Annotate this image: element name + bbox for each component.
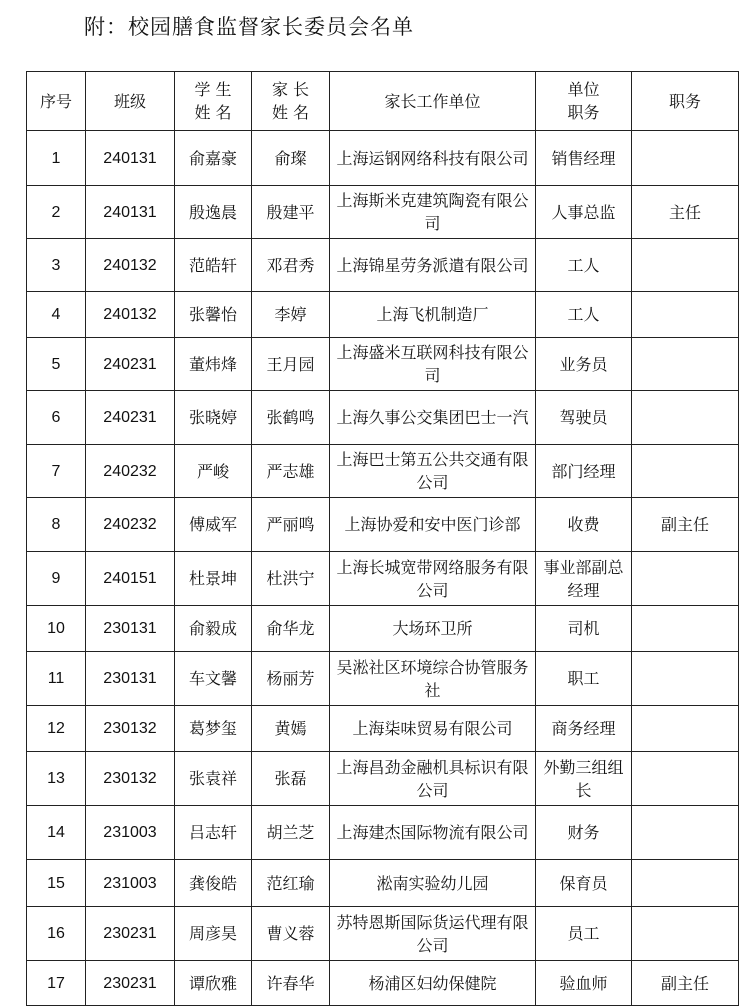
- cell-seq: 3: [27, 239, 86, 292]
- table-row: [27, 292, 739, 338]
- cell-parent-name: 杜洪宁: [252, 552, 330, 606]
- cell-unit-position: 外勤三组组长: [536, 752, 632, 806]
- cell-student-name: 殷逸晨: [175, 186, 252, 239]
- cell-seq: 15: [27, 860, 86, 907]
- cell-employer: 上海飞机制造厂: [330, 292, 536, 338]
- cell-student-name: 杜景坤: [175, 552, 252, 606]
- table-row: [27, 498, 739, 552]
- cell-student-name: 张袁祥: [175, 752, 252, 806]
- cell-class: 240151: [86, 552, 175, 606]
- header-class: 班级: [86, 72, 175, 131]
- table-row: [27, 131, 739, 186]
- cell-student-name: 吕志轩: [175, 806, 252, 860]
- cell-student-name: 俞毅成: [175, 606, 252, 652]
- cell-seq: 11: [27, 652, 86, 706]
- table-row: [27, 860, 739, 907]
- header-employer: 家长工作单位: [330, 72, 536, 131]
- cell-employer: 上海久事公交集团巴士一汽: [330, 391, 536, 445]
- cell-role: [632, 606, 739, 652]
- cell-parent-name: 范红瑜: [252, 860, 330, 907]
- cell-student-name: 范皓轩: [175, 239, 252, 292]
- cell-parent-name: 许春华: [252, 961, 330, 1006]
- cell-role: 副主任: [632, 498, 739, 552]
- cell-employer: 淞南实验幼儿园: [330, 860, 536, 907]
- cell-unit-position: 人事总监: [536, 186, 632, 239]
- cell-unit-position: 收费: [536, 498, 632, 552]
- cell-class: 240231: [86, 391, 175, 445]
- cell-parent-name: 邓君秀: [252, 239, 330, 292]
- table-row: [27, 652, 739, 706]
- header-seq: 序号: [27, 72, 86, 131]
- header-unit-position-line-1: 单位: [567, 80, 600, 99]
- cell-seq: 14: [27, 806, 86, 860]
- cell-student-name: 张馨怡: [175, 292, 252, 338]
- cell-class: 240231: [86, 338, 175, 391]
- cell-role: [632, 552, 739, 606]
- header-unit-position: [536, 72, 632, 131]
- cell-parent-name: 张磊: [252, 752, 330, 806]
- cell-role: [632, 860, 739, 907]
- header-unit-position-line-2: 职务: [567, 103, 600, 122]
- cell-student-name: 严峻: [175, 445, 252, 498]
- cell-class: 240132: [86, 239, 175, 292]
- cell-role: [632, 706, 739, 752]
- cell-class: 230131: [86, 652, 175, 706]
- cell-seq: 4: [27, 292, 86, 338]
- table-row: [27, 961, 739, 1006]
- cell-employer: 上海斯米克建筑陶瓷有限公司: [330, 186, 536, 239]
- table-row: [27, 706, 739, 752]
- cell-employer: 上海锦星劳务派遣有限公司: [330, 239, 536, 292]
- table-row: [27, 445, 739, 498]
- cell-employer: 上海昌劲金融机具标识有限公司: [330, 752, 536, 806]
- table-row: [27, 239, 739, 292]
- cell-class: 240232: [86, 445, 175, 498]
- cell-student-name: 张晓婷: [175, 391, 252, 445]
- cell-seq: 9: [27, 552, 86, 606]
- cell-employer: 上海巴士第五公共交通有限公司: [330, 445, 536, 498]
- cell-class: 230231: [86, 961, 175, 1006]
- cell-seq: 1: [27, 131, 86, 186]
- cell-employer: 上海建杰国际物流有限公司: [330, 806, 536, 860]
- table-row: [27, 186, 739, 239]
- cell-parent-name: 殷建平: [252, 186, 330, 239]
- header-parent-line-1: 家 长: [271, 80, 310, 99]
- cell-employer: 上海协爱和安中医门诊部: [330, 498, 536, 552]
- cell-role: [632, 131, 739, 186]
- cell-parent-name: 严志雄: [252, 445, 330, 498]
- table-row: [27, 338, 739, 391]
- cell-parent-name: 王月园: [252, 338, 330, 391]
- cell-parent-name: 俞璨: [252, 131, 330, 186]
- table-row: [27, 552, 739, 606]
- cell-seq: 2: [27, 186, 86, 239]
- cell-parent-name: 胡兰芝: [252, 806, 330, 860]
- cell-seq: 12: [27, 706, 86, 752]
- cell-role: 主任: [632, 186, 739, 239]
- cell-unit-position: 财务: [536, 806, 632, 860]
- cell-employer: 上海长城宽带网络服务有限公司: [330, 552, 536, 606]
- table-row: [27, 752, 739, 806]
- cell-employer: 杨浦区妇幼保健院: [330, 961, 536, 1006]
- header-student-name: [175, 72, 252, 131]
- cell-unit-position: 部门经理: [536, 445, 632, 498]
- cell-employer: 上海运钢网络科技有限公司: [330, 131, 536, 186]
- header-student-line-1: 学 生: [194, 80, 232, 99]
- cell-parent-name: 杨丽芳: [252, 652, 330, 706]
- committee-roster-table: [26, 71, 739, 1006]
- cell-student-name: 龚俊皓: [175, 860, 252, 907]
- cell-student-name: 傅威军: [175, 498, 252, 552]
- cell-class: 231003: [86, 806, 175, 860]
- cell-role: 副主任: [632, 961, 739, 1006]
- cell-role: [632, 752, 739, 806]
- cell-student-name: 谭欣雅: [175, 961, 252, 1006]
- table-row: [27, 391, 739, 445]
- cell-role: [632, 292, 739, 338]
- table-row: [27, 806, 739, 860]
- cell-class: 230132: [86, 706, 175, 752]
- cell-employer: 吴淞社区环境综合协管服务社: [330, 652, 536, 706]
- cell-class: 240131: [86, 186, 175, 239]
- cell-role: [632, 338, 739, 391]
- cell-class: 230231: [86, 907, 175, 961]
- cell-unit-position: 商务经理: [536, 706, 632, 752]
- cell-parent-name: 曹义蓉: [252, 907, 330, 961]
- cell-unit-position: 事业部副总经理: [536, 552, 632, 606]
- cell-unit-position: 销售经理: [536, 131, 632, 186]
- cell-student-name: 周彦昊: [175, 907, 252, 961]
- cell-unit-position: 司机: [536, 606, 632, 652]
- cell-unit-position: 驾驶员: [536, 391, 632, 445]
- table-row: [27, 907, 739, 961]
- cell-unit-position: 工人: [536, 239, 632, 292]
- cell-seq: 17: [27, 961, 86, 1006]
- cell-parent-name: 严丽鸣: [252, 498, 330, 552]
- table-row: [27, 606, 739, 652]
- cell-employer: 上海柒味贸易有限公司: [330, 706, 536, 752]
- cell-class: 240132: [86, 292, 175, 338]
- cell-parent-name: 张鹤鸣: [252, 391, 330, 445]
- cell-class: 240131: [86, 131, 175, 186]
- cell-student-name: 葛梦玺: [175, 706, 252, 752]
- cell-role: [632, 907, 739, 961]
- cell-class: 231003: [86, 860, 175, 907]
- cell-seq: 6: [27, 391, 86, 445]
- header-role: 职务: [632, 72, 739, 131]
- cell-unit-position: 保育员: [536, 860, 632, 907]
- cell-parent-name: 黄嫣: [252, 706, 330, 752]
- cell-employer: 上海盛米互联网科技有限公司: [330, 338, 536, 391]
- header-parent-name: [252, 72, 330, 131]
- header-parent-line-2: 姓 名: [271, 103, 310, 122]
- table-header-row: [27, 72, 739, 131]
- cell-seq: 5: [27, 338, 86, 391]
- cell-unit-position: 员工: [536, 907, 632, 961]
- header-student-line-2: 姓 名: [194, 103, 232, 122]
- cell-student-name: 车文馨: [175, 652, 252, 706]
- cell-unit-position: 验血师: [536, 961, 632, 1006]
- document-title: 附：校园膳食监督家长委员会名单: [84, 15, 414, 39]
- cell-parent-name: 李婷: [252, 292, 330, 338]
- cell-role: [632, 652, 739, 706]
- cell-parent-name: 俞华龙: [252, 606, 330, 652]
- cell-employer: 苏特恩斯国际货运代理有限公司: [330, 907, 536, 961]
- cell-role: [632, 806, 739, 860]
- cell-student-name: 董炜烽: [175, 338, 252, 391]
- cell-seq: 13: [27, 752, 86, 806]
- cell-seq: 10: [27, 606, 86, 652]
- cell-employer: 大场环卫所: [330, 606, 536, 652]
- table-body: [27, 131, 739, 1006]
- cell-unit-position: 职工: [536, 652, 632, 706]
- cell-role: [632, 445, 739, 498]
- cell-class: 230132: [86, 752, 175, 806]
- cell-seq: 8: [27, 498, 86, 552]
- cell-role: [632, 391, 739, 445]
- cell-role: [632, 239, 739, 292]
- cell-student-name: 俞嘉豪: [175, 131, 252, 186]
- cell-class: 240232: [86, 498, 175, 552]
- cell-seq: 16: [27, 907, 86, 961]
- cell-class: 230131: [86, 606, 175, 652]
- cell-unit-position: 业务员: [536, 338, 632, 391]
- cell-seq: 7: [27, 445, 86, 498]
- cell-unit-position: 工人: [536, 292, 632, 338]
